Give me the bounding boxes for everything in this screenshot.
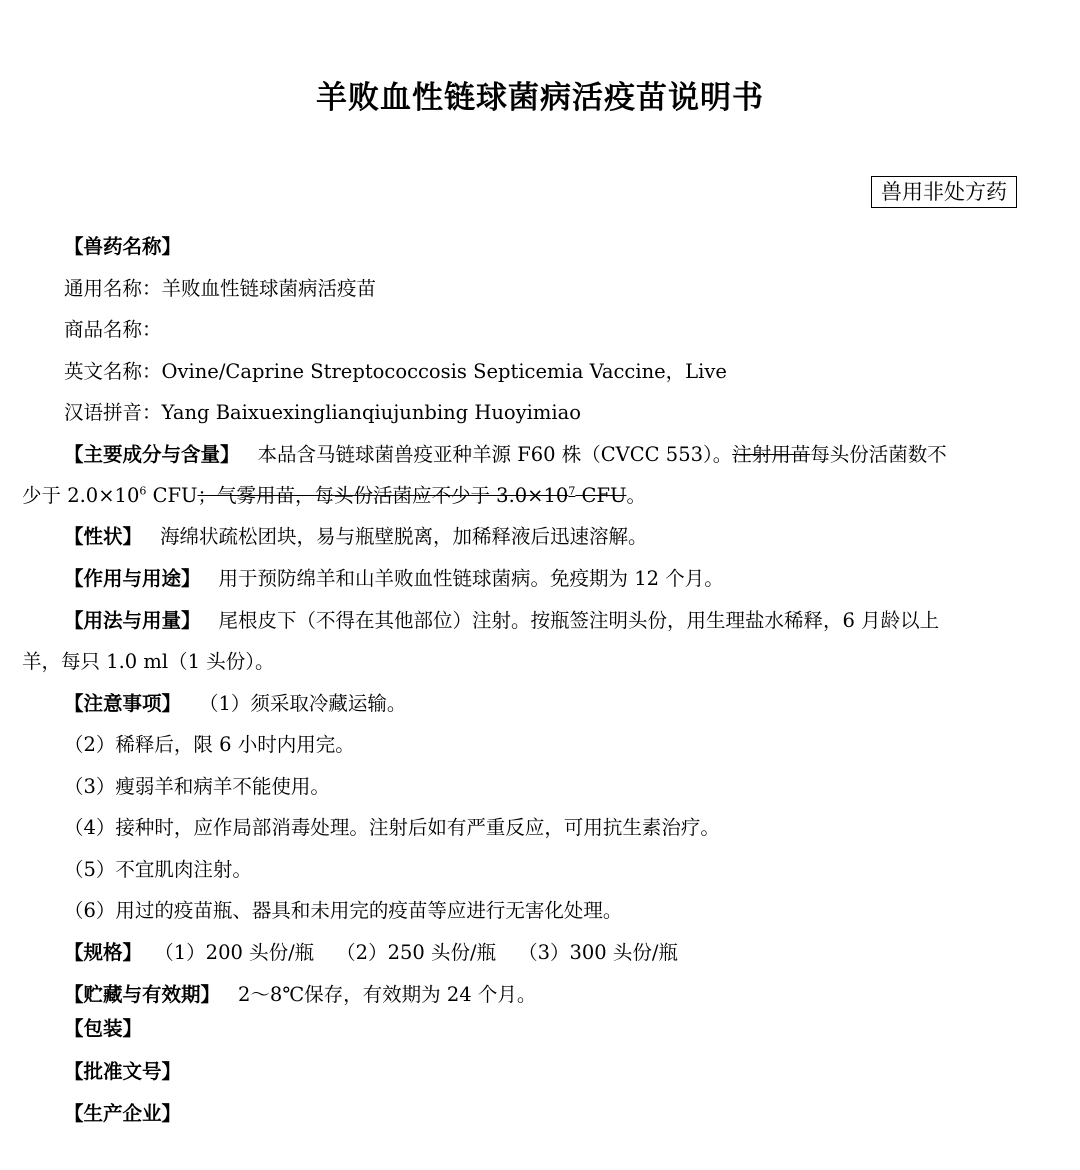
approval-heading: 【批准文号】 <box>64 1060 182 1083</box>
struck-text <box>197 484 626 507</box>
appearance-text: 海绵状疏松团块，易与瓶壁脱离，加稀释液后迅速溶解。 <box>160 525 648 548</box>
section-heading: 【兽药名称】 <box>64 235 182 258</box>
generic-name: 通用名称：羊败血性链球菌病活疫苗 <box>64 277 377 300</box>
otc-badge: 兽用非处方药 <box>871 176 1017 208</box>
dosage-heading: 【用法与用量】 <box>64 609 201 632</box>
composition-heading: 【主要成分与含量】 <box>64 443 240 466</box>
manufacturer-line <box>0 1093 1080 1135</box>
composition-text: 每头份活菌数不 <box>810 443 947 466</box>
spec-item: （1）200 头份/瓶 <box>164 941 315 964</box>
precautions-line-1 <box>0 683 1080 725</box>
dosage-line-1 <box>0 600 1080 642</box>
usage-text: 用于预防绵羊和山羊败血性链球菌病。免疫期为 12 个月。 <box>218 567 724 590</box>
dosage-text: 尾根皮下（不得在其他部位）注射。按瓶签注明头份，用生理盐水稀释，6 月龄以上 <box>218 609 940 632</box>
composition-text: 。 <box>626 484 646 507</box>
approval-line <box>0 1051 1080 1093</box>
struck-text-part: ；气雾用苗，每头份活菌应不少于 3.0×10 <box>197 484 569 507</box>
composition-text: CFU <box>146 484 198 507</box>
packaging-line <box>0 1008 1080 1050</box>
specification-line <box>0 932 1080 974</box>
packaging-heading: 【包装】 <box>64 1017 143 1040</box>
name-section-heading <box>0 226 1080 268</box>
dosage-line-2: 羊，每只 1.0 ml（1 头份）。 <box>22 650 275 673</box>
document-title: 羊败血性链球菌病活疫苗说明书 <box>316 80 764 116</box>
precaution-item: （4）接种时，应作局部消毒处理。注射后如有严重反应，可用抗生素治疗。 <box>64 816 720 839</box>
precaution-item: （2）稀释后，限 6 小时内用完。 <box>64 733 355 756</box>
precaution-item: （6）用过的疫苗瓶、器具和未用完的疫苗等应进行无害化处理。 <box>64 899 623 922</box>
usage-line <box>0 558 1080 600</box>
composition-text: 少于 2.0×10 <box>22 484 140 507</box>
exponent: 6 <box>139 484 147 498</box>
precaution-item: （5）不宜肌肉注射。 <box>64 858 252 881</box>
storage-heading: 【贮藏与有效期】 <box>64 983 221 1006</box>
manufacturer-heading: 【生产企业】 <box>64 1102 182 1125</box>
storage-text: 2～8℃保存，有效期为 24 个月。 <box>238 983 537 1006</box>
composition-line-2 <box>0 475 1080 517</box>
specification-heading: 【规格】 <box>64 941 143 964</box>
spec-item: （3）300 头份/瓶 <box>518 941 678 964</box>
spec-item: （2）250 头份/瓶 <box>336 941 497 964</box>
composition-text: 本品含马链球菌兽疫亚种羊源 F60 株（CVCC 553）。 <box>257 443 733 466</box>
composition-line-1 <box>0 434 1080 476</box>
pinyin-name: 汉语拼音：Yang Baixuexinglianqiujunbing Huoyimiao <box>64 401 581 424</box>
precautions-heading: 【注意事项】 <box>64 692 182 715</box>
precaution-item: （1）须采取冷藏运输。 <box>199 692 407 715</box>
appearance-heading: 【性状】 <box>64 525 143 548</box>
struck-text: 注射用苗 <box>732 443 811 466</box>
english-name: 英文名称：Ovine/Caprine Streptococcosis Septicemia Vaccine，Live <box>64 360 727 383</box>
precaution-item: （3）瘦弱羊和病羊不能使用。 <box>64 775 330 798</box>
struck-text-part: CFU <box>575 484 627 507</box>
usage-heading: 【作用与用途】 <box>64 567 201 590</box>
appearance-line <box>0 516 1080 558</box>
trade-name: 商品名称： <box>64 318 162 341</box>
exponent: 7 <box>568 484 576 498</box>
